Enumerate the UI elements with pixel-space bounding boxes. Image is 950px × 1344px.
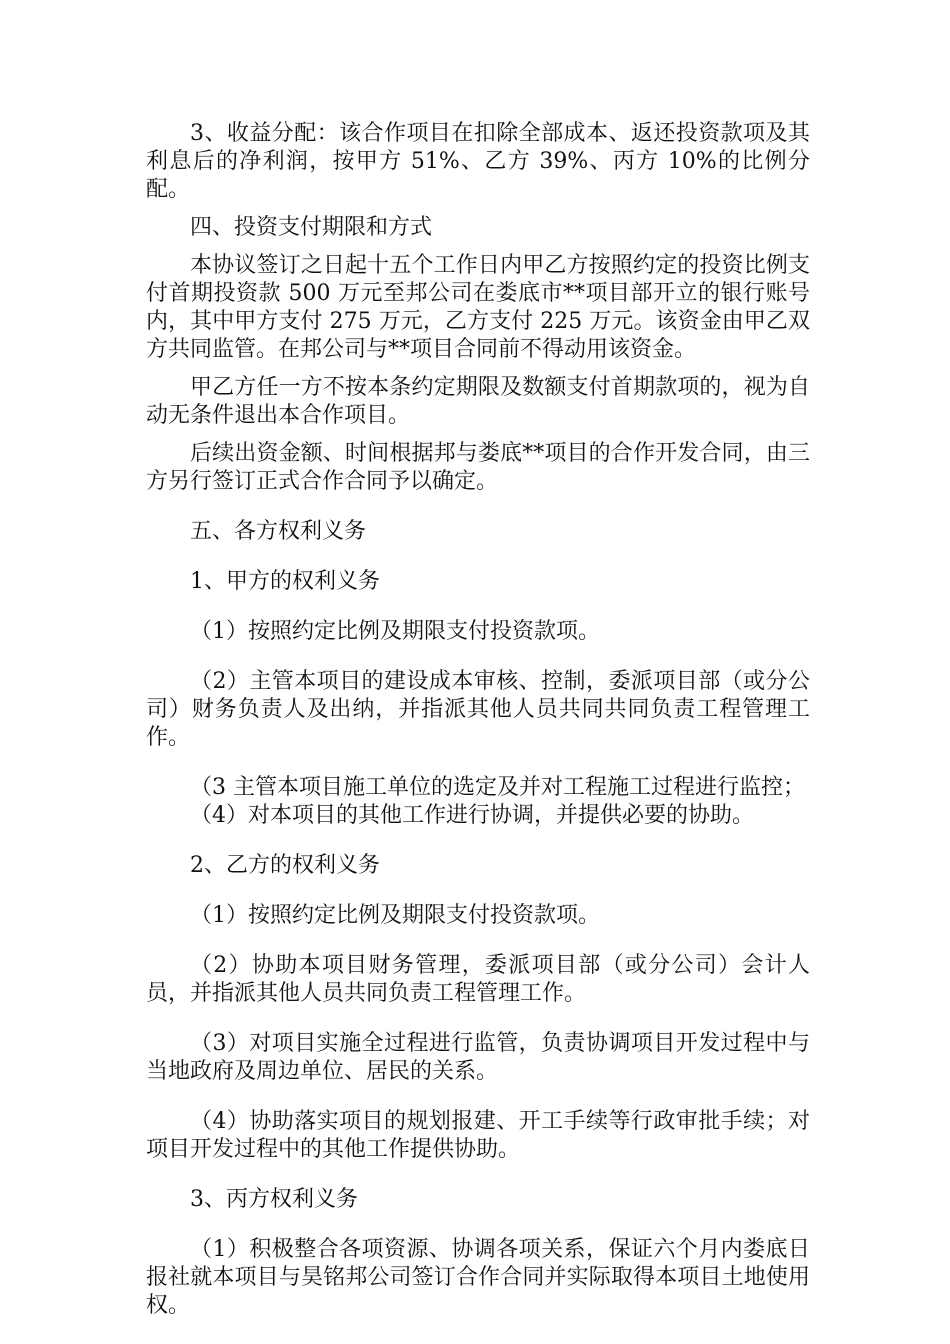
document-page — [146, 120, 810, 1320]
subheading-party-b: 2、乙方的权利义务 — [190, 853, 380, 878]
paragraph-profit-distribution: 3、收益分配：该合作项目在扣除全部成本、返还投资款项及其利息后的净利润，按甲方 51%、乙方 39%、丙方 10%的比例分配。 — [146, 121, 810, 202]
party-a-item-4: （4）对本项目的其他工作进行协调，并提供必要的协助。 — [190, 803, 754, 828]
subheading-party-c: 3、丙方权利义务 — [190, 1187, 358, 1212]
party-b-item-3: （3）对项目实施全过程进行监管，负责协调项目开发过程中与当地政府及周边单位、居民的关系。 — [146, 1031, 810, 1084]
party-a-item-1: （1）按照约定比例及期限支付投资款项。 — [190, 619, 600, 644]
party-b-item-1: （1）按照约定比例及期限支付投资款项。 — [190, 903, 600, 928]
party-a-item-3: （3 主管本项目施工单位的选定及并对工程施工过程进行监控； — [190, 775, 805, 800]
section-heading-rights-obligations: 五、各方权利义务 — [190, 519, 367, 544]
paragraph-first-payment: 本协议签订之日起十五个工作日内甲乙方按照约定的投资比例支付首期投资款 500 万元至邦公司在娄底市**项目部开立的银行账号内，其中甲方支付 275 万元，乙方支付 225 万元。该资金由甲乙双方共同监管。在邦公司与**项目合同前不得动用该资金。 — [146, 253, 810, 362]
party-b-item-2: （2）协助本项目财务管理，委派项目部（或分公司）会计人员，并指派其他人员共同负责工程管理工作。 — [146, 953, 810, 1006]
paragraph-subsequent-funding: 后续出资金额、时间根据邦与娄底**项目的合作开发合同，由三方另行签订正式合作合同予以确定。 — [146, 441, 810, 494]
subheading-party-a: 1、甲方的权利义务 — [190, 569, 380, 594]
section-heading-investment-payment: 四、投资支付期限和方式 — [190, 215, 433, 240]
paragraph-default-withdrawal: 甲乙方任一方不按本条约定期限及数额支付首期款项的，视为自动无条件退出本合作项目。 — [146, 375, 810, 428]
party-b-item-4: （4）协助落实项目的规划报建、开工手续等行政审批手续；对项目开发过程中的其他工作提供协助。 — [146, 1109, 810, 1162]
party-a-item-2: （2）主管本项目的建设成本审核、控制，委派项目部（或分公司）财务负责人及出纳，并指派其他人员共同共同负责工程管理工作。 — [146, 669, 810, 750]
party-c-item-1: （1）积极整合各项资源、协调各项关系，保证六个月内娄底日报社就本项目与昊铭邦公司签订合作合同并实际取得本项目土地使用权。 — [146, 1237, 810, 1318]
